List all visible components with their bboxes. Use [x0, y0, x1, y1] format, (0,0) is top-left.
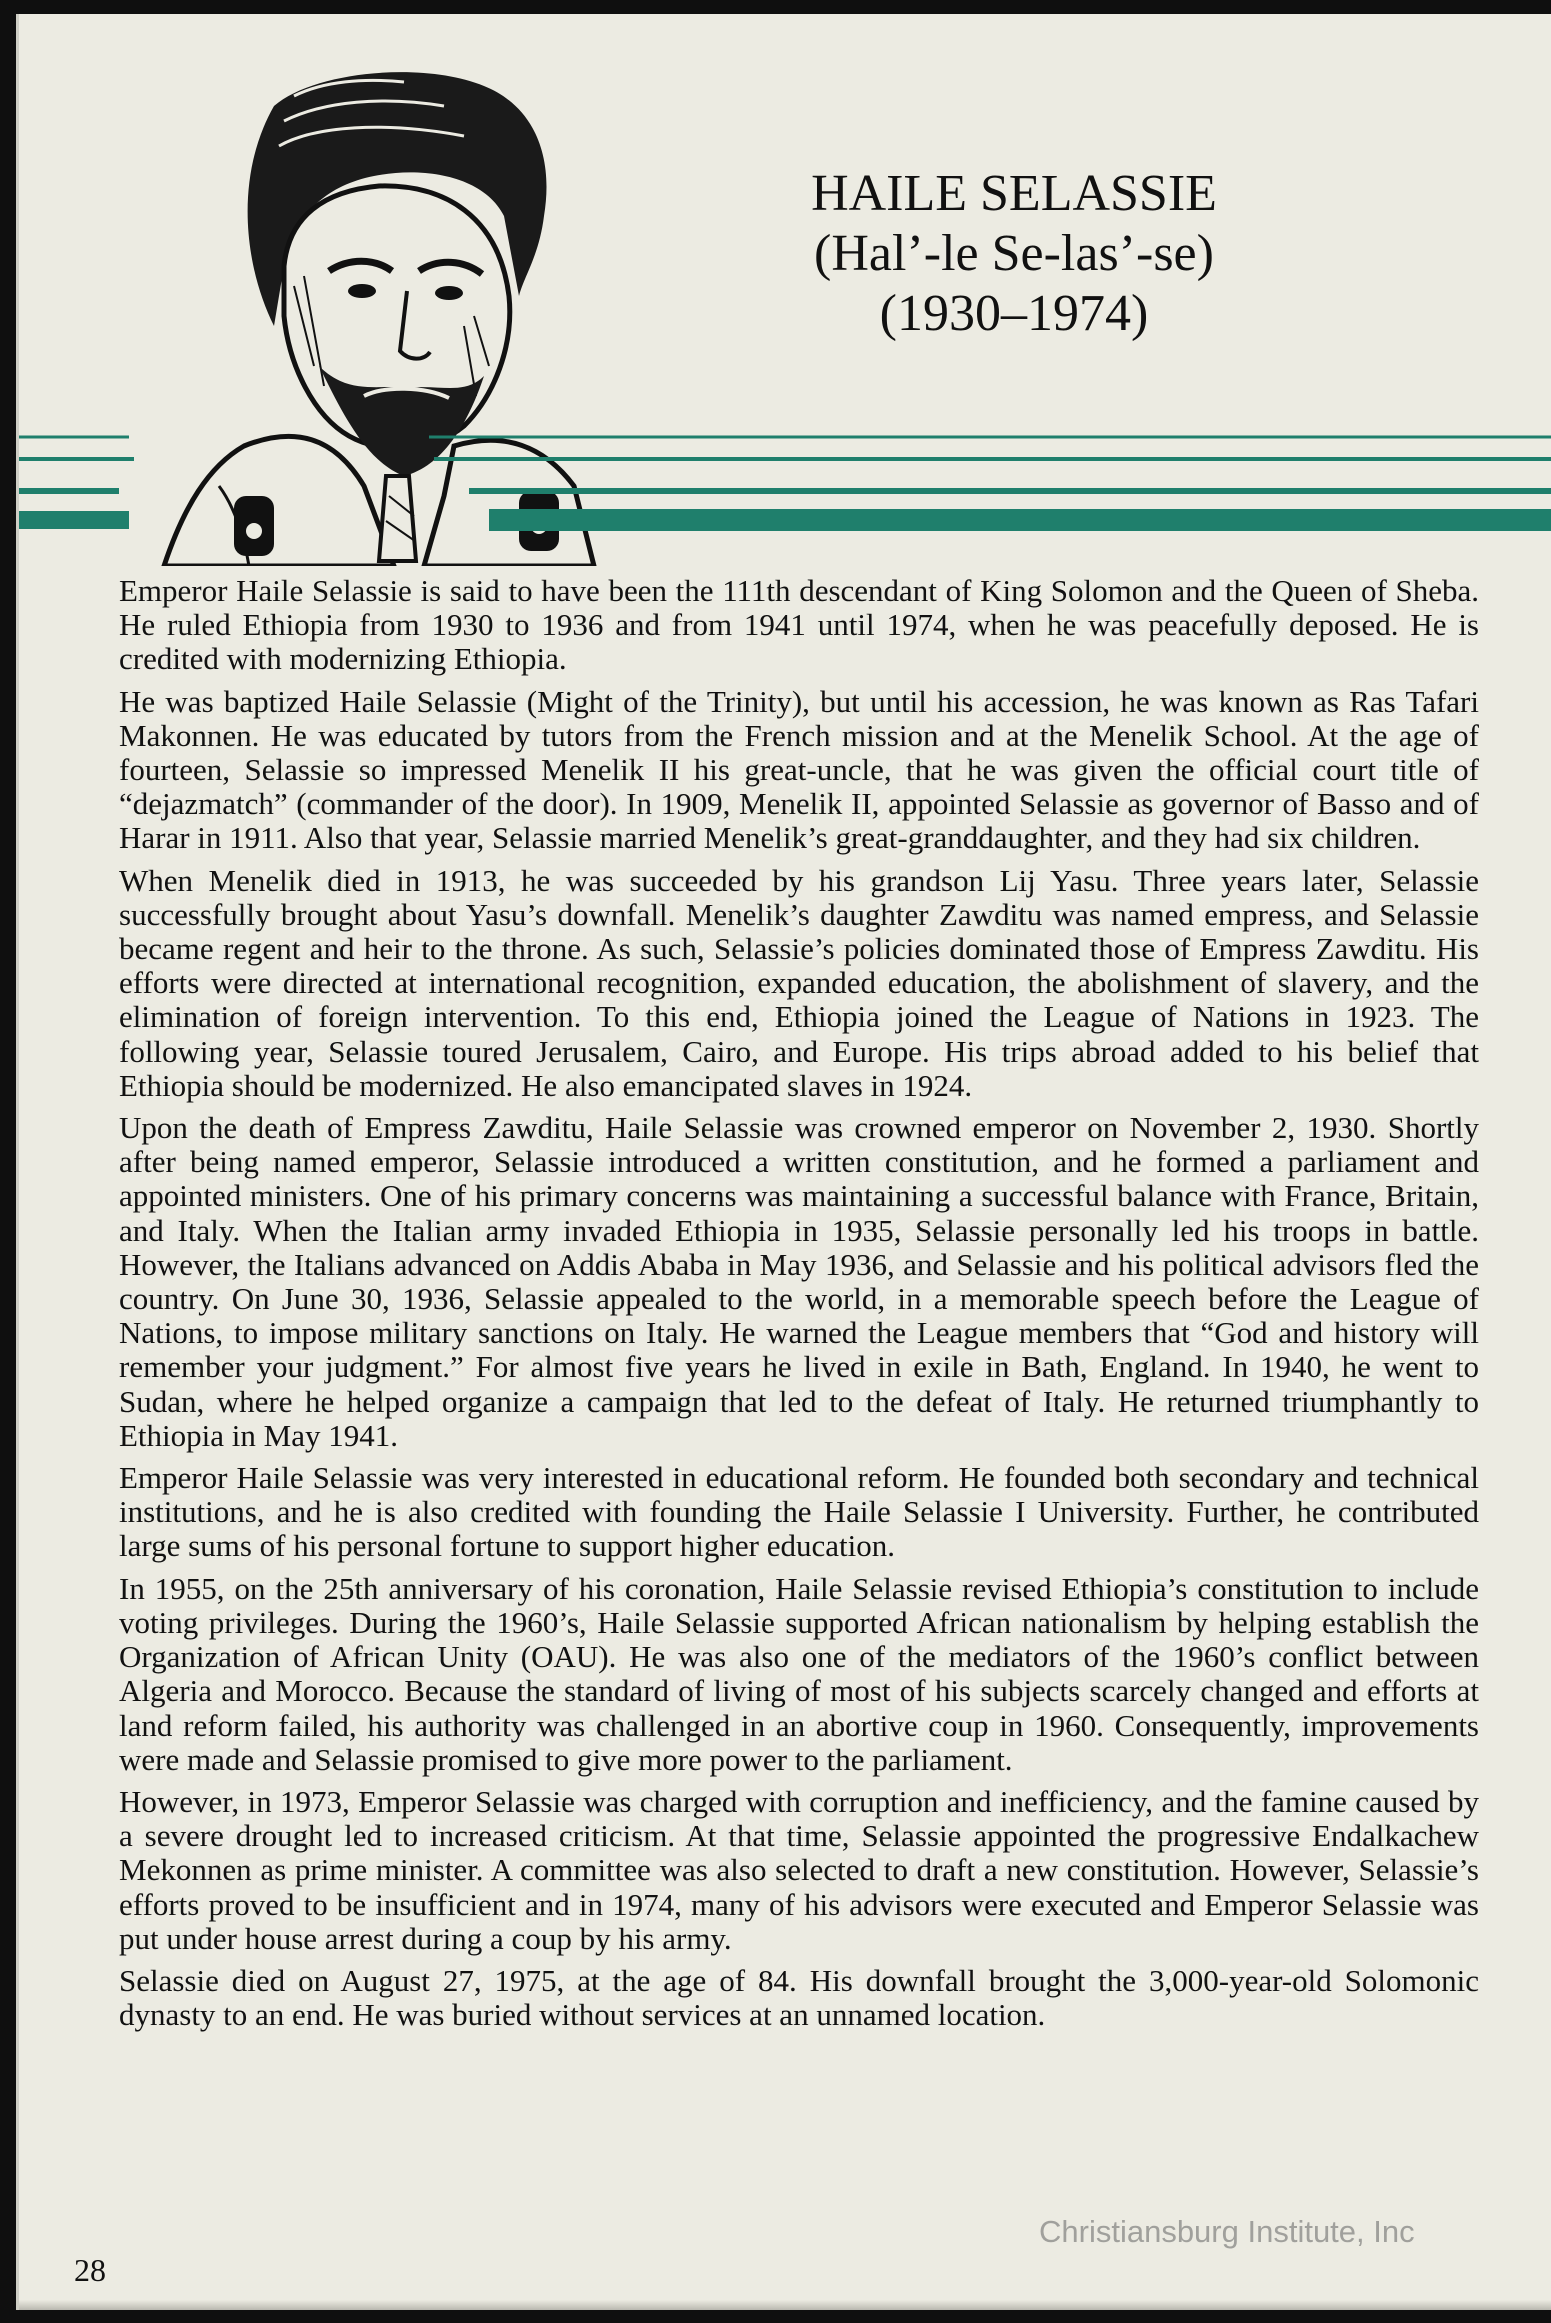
- watermark: Christiansburg Institute, Inc: [1039, 2214, 1415, 2249]
- article-body: [119, 574, 1479, 2040]
- paragraph: Emperor Haile Selassie is said to have been the 111th descendant of King Solomon and the Queen of Sheba. He ruled Ethiopia from 1930 to 1936 and from 1941 until 1974, when he was peacefully deposed. He is credited with modernizing Ethiopia.: [119, 573, 1479, 677]
- page-title: HAILE SELASSIE: [811, 165, 1217, 222]
- reign-dates: (1930–1974): [879, 285, 1149, 342]
- page-number: 28: [74, 2252, 106, 2288]
- paragraph: Emperor Haile Selassie was very interested in educational reform. He founded both secondary and technical institutions, and he is also credited with founding the Haile Selassie I University. Further, he contributed large sums of his personal fortune to support higher education.: [119, 1460, 1479, 1564]
- title-block: [639, 164, 1389, 344]
- paragraph: Upon the death of Empress Zawditu, Haile Selassie was crowned emperor on November 2, 1930. Shortly after being named emperor, Selassie introduced a written constitution, and he formed a parliament and appointed ministers. One of his primary concerns was maintaining a successful balance with France, Britain, and Italy. When the Italian army invaded Ethiopia in 1935, Selassie personally led his troops in battle. However, the Italians advanced on Addis Ababa in May 1936, and Selassie and his political advisors fled the country. On June 30, 1936, Selassie appealed to the world, in a memorable speech before the League of Nations, to impose military sanctions on Italy. He warned the League members that “God and history will remember your judgment.” For almost five years he lived in exile in Bath, England. In 1940, he went to Sudan, where he helped organize a campaign that led to the defeat of Italy. He returned triumphantly to Ethiopia in May 1941.: [119, 1110, 1479, 1453]
- paragraph: When Menelik died in 1913, he was succeeded by his grandson Lij Yasu. Three years later, Selassie successfully brought about Yasu’s downfall. Menelik’s daughter Zawditu was named empress, and Selassie became regent and heir to the throne. As such, Selassie’s policies dominated those of Empress Zawditu. His efforts were directed at international recognition, expanded education, the abolishment of slavery, and the elimination of foreign intervention. To this end, Ethiopia joined the League of Nations in 1923. The following year, Selassie toured Jerusalem, Cairo, and Europe. His trips abroad added to his belief that Ethiopia should be modernized. He also emancipated slaves in 1924.: [119, 862, 1479, 1103]
- page-bottom-edge: [19, 2300, 1551, 2310]
- paragraph: Selassie died on August 27, 1975, at the age of 84. His downfall brought the 3,000-year-old Solomonic dynasty to an end. He was buried without services at an unnamed location.: [119, 1962, 1479, 2033]
- paragraph: In 1955, on the 25th anniversary of his coronation, Haile Selassie revised Ethiopia’s constitution to include voting privileges. During the 1960’s, Haile Selassie supported African nationalism by helping establish the Organization of African Unity (OAU). He was also one of the mediators of the 1960’s conflict between Algeria and Morocco. Because the standard of living of most of his subjects scarcely changed and efforts at land reform failed, his authority was challenged in an abortive coup in 1960. Consequently, improvements were made and Selassie promised to give more power to the parliament.: [119, 1570, 1479, 1777]
- document-page: [16, 14, 1551, 2310]
- header-stripes: [19, 429, 1551, 549]
- paragraph: However, in 1973, Emperor Selassie was charged with corruption and inefficiency, and the famine caused by a severe drought led to increased criticism. At that time, Selassie appointed the progressive Endalkachew Mekonnen as prime minister. A committee was also selected to draft a new constitution. However, Selassie’s efforts proved to be insufficient and in 1974, many of his advisors were executed and Emperor Selassie was put under house arrest during a coup by his army.: [119, 1783, 1479, 1956]
- pronunciation: (Hal’-le Se-las’-se): [814, 225, 1214, 282]
- paragraph: He was baptized Haile Selassie (Might of the Trinity), but until his accession, he was known as Ras Tafari Makonnen. He was educated by tutors from the French mission and at the Menelik School. At the age of fourteen, Selassie so impressed Menelik II his great-uncle, that he was given the official court title of “dejazmatch” (commander of the door). In 1909, Menelik II, appointed Selassie as governor of Basso and of Harar in 1911. Also that year, Selassie married Menelik’s great-granddaughter, and they had six children.: [119, 683, 1479, 856]
